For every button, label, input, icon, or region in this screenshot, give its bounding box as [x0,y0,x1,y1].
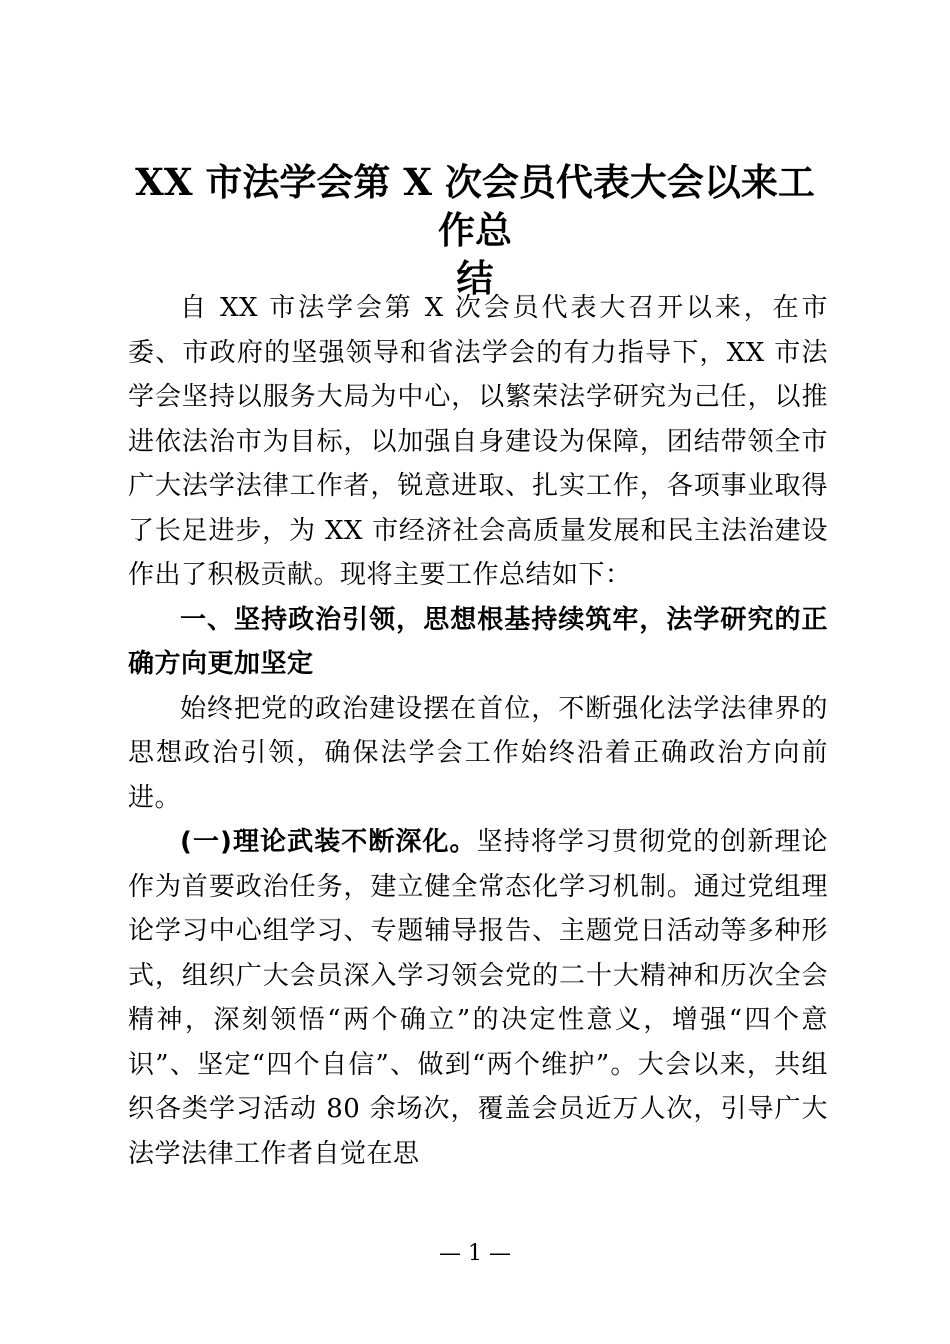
page-number: — 1 — [439,1241,511,1266]
subsection-1-lead: (一)理论武装不断深化。 [180,827,477,857]
document-body [128,286,828,1176]
subsection-1-text: 坚持将学习贯彻党的创新理论作为首要政治任务，建立健全常态化学习机制。通过党组理论学习中心组学习、专题辅导报告、主题党日活动等多种形式，组织广大会员深入学习领会党的二十大精神和历次全会精神，深刻领悟“两个确立”的决定性意义，增强“四个意识”、坚定“四个自信”、做到“两个维护”。大会以来，共组织各类学习活动 80 余场次，覆盖会员近万人次，引导广大法学法律工作者自觉在思 [128,827,828,1169]
intro-paragraph: 自 XX 市法学会第 X 次会员代表大召开以来，在市委、市政府的坚强领导和省法学会的有力指导下，XX 市法学会坚持以服务大局为中心，以繁荣法学研究为己任，以推进依法治市为目标，以加强自身建设为保障，团结带领全市广大法学法律工作者，锐意进取、扎实工作，各项事业取得了长足进步，为 XX 市经济社会高质量发展和民主法治建设作出了积极贡献。现将主要工作总结如下： [128,293,828,590]
section-1-paragraph: 始终把党的政治建设摆在首位，不断强化法学法律界的思想政治引领，确保法学会工作始终沿着正确政治方向前进。 [128,693,828,813]
section-heading-1: 一、坚持政治引领，思想根基持续筑牢，法学研究的正确方向更加坚定 [128,604,828,679]
title-line-1: XX 市法学会第 X 次会员代表大会以来工作总 [135,160,815,252]
title-line-2: 结 [456,256,494,300]
subsection-1-paragraph [128,820,828,1176]
document-title [120,158,830,302]
